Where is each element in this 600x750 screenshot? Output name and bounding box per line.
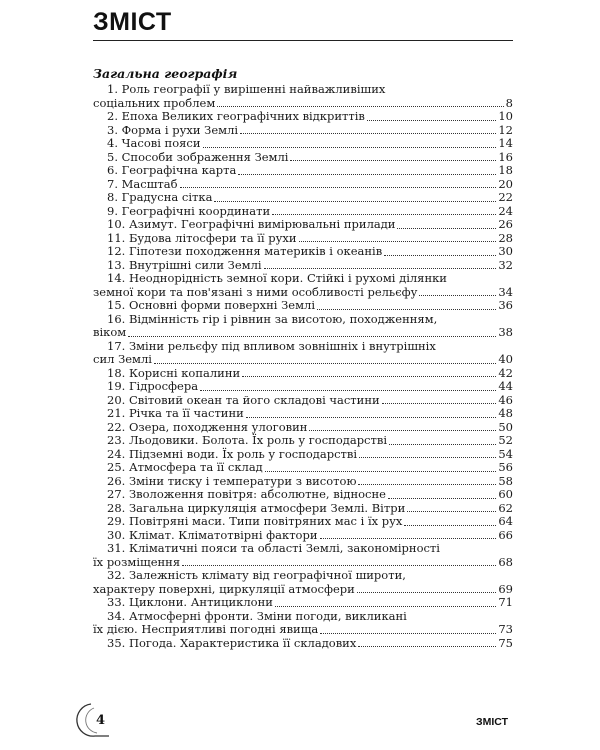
toc-entry-line [93,448,513,462]
toc-leader-dots [404,525,496,526]
toc-page-number: 24 [498,203,513,218]
toc-entry-title: 5. Способи зображення Землі [107,149,289,164]
toc-page-number: 38 [498,325,513,339]
toc-entry-line [93,137,513,151]
toc-leader-dots [203,147,497,148]
toc-leader-dots [265,471,497,472]
toc-leader-dots [317,309,496,310]
toc-entry-title: земної кори та пов'язані з ними особливості рельєфу [93,284,418,299]
toc-leader-dots [264,268,497,269]
page-title: ЗМІСТ [93,8,172,36]
toc-leader-dots [359,457,496,458]
toc-entry-line [93,529,513,543]
toc-entry-line [93,124,513,138]
toc-leader-dots [367,120,496,121]
toc-entry-title: сил Землі [93,352,152,366]
toc-page-number: 10 [498,109,513,123]
toc-page-number: 64 [498,514,513,528]
toc-page-number: 75 [498,635,513,650]
toc-leader-dots [180,187,497,188]
toc-page-number: 30 [498,244,513,258]
toc-page-number: 40 [498,352,513,366]
toc-entry-line [93,218,513,232]
toc-entry-line [93,515,513,529]
title-divider [93,40,513,41]
toc-entry-title: 13. Внутрішні сили Землі [107,257,262,272]
toc-entry-line [93,191,513,205]
toc-page-number: 32 [498,257,513,272]
toc-entry-line [93,232,513,246]
toc-leader-dots [419,295,496,296]
toc-leader-dots [217,106,503,107]
toc-entry-line [93,299,513,313]
toc-entry-line [93,286,513,300]
toc-leader-dots [358,484,496,485]
toc-entry-title: віком [93,325,127,339]
page-corner-arc-icon [75,700,115,740]
toc-leader-dots [357,592,497,593]
toc-entry-line [93,340,513,354]
toc-entry-line [93,205,513,219]
toc-entry-line [93,596,513,610]
toc-entry-title: 12. Гіпотези походження материків і океанів [107,244,383,258]
toc-entry-title: 10. Азимут. Географічні вимірювальні прилади [107,217,396,231]
toc-entry-line [93,272,513,286]
toc-page-number: 12 [498,122,513,137]
toc-entry-line [93,367,513,381]
toc-entry-title: 25. Атмосфера та її склад [107,460,263,474]
footer-section-label: ЗМІСТ [476,716,508,728]
toc-entry-title: їх дією. Несприятливі погодні явища [93,622,319,636]
toc-page-number: 20 [498,176,513,191]
toc-leader-dots [182,565,496,566]
toc-page-number: 26 [498,217,513,231]
toc-leader-dots [275,606,496,607]
toc-entry-title: 19. Гідросфера [107,379,199,393]
toc-entry-line [93,178,513,192]
toc-entry-title: 21. Річка та її частини [107,406,244,420]
toc-page-number: 62 [498,500,513,515]
toc-entry-title: 20. Світовий океан та його складові частини [107,392,380,407]
toc-leader-dots [320,633,496,634]
toc-entry-title: 11. Будова літосфери та її рухи [107,230,297,245]
toc-entry-title: 29. Повітряні маси. Типи повітряних мас і їх рух [107,514,403,528]
toc-entry-line [93,623,513,637]
toc-entry-line [93,407,513,421]
toc-entry-title: соціальних проблем [93,95,216,110]
footer-page-number: 4 [96,713,106,728]
toc-entry-line [93,83,513,97]
table-of-contents [93,83,513,650]
toc-entry-title: 1. Роль географії у вирішенні найважливіших [107,82,386,96]
toc-entry-line [93,434,513,448]
toc-page-number: 16 [498,149,513,164]
toc-entry-title: 2. Епоха Великих географічних відкриттів [107,109,365,123]
toc-leader-dots [299,241,497,242]
toc-page-number: 22 [498,190,513,204]
toc-entry-line [93,151,513,165]
toc-entry-title: характеру поверхні, циркуляції атмосфери [93,581,355,596]
toc-page-number: 18 [498,163,513,177]
toc-entry-line [93,556,513,570]
toc-entry-line [93,110,513,124]
toc-entry-line [93,326,513,340]
toc-leader-dots [358,646,496,647]
toc-entry-line [93,245,513,259]
toc-entry-title: 28. Загальна циркуляція атмосфери Землі. Вітри [107,500,406,515]
toc-entry-title: 3. Форма і рухи Землі [107,122,239,137]
toc-page-number: 14 [498,136,513,150]
toc-entry-title: 9. Географічні координати [107,203,271,218]
toc-page-number: 56 [498,460,513,474]
toc-leader-dots [154,363,496,364]
toc-page-number: 54 [498,446,513,461]
toc-entry-title: 15. Основні форми поверхні Землі [107,298,316,312]
toc-entry-line [93,610,513,624]
toc-page-number: 60 [498,487,513,501]
toc-entry-line [93,353,513,367]
toc-leader-dots [128,336,496,337]
toc-leader-dots [214,201,496,202]
toc-page-number: 42 [498,365,513,380]
toc-entry-title: 22. Озера, походження улоговин [107,419,308,434]
toc-entry-line [93,461,513,475]
toc-entry-line [93,259,513,273]
toc-page-number: 48 [498,406,513,420]
toc-leader-dots [407,511,496,512]
toc-leader-dots [397,228,496,229]
section-heading: Загальна географія [93,66,238,81]
toc-leader-dots [246,417,497,418]
toc-leader-dots [389,444,496,445]
toc-leader-dots [200,390,496,391]
toc-entry-title: 23. Льодовики. Болота. Їх роль у господарстві [107,433,388,447]
toc-entry-title: 7. Масштаб [107,176,178,191]
toc-page-number: 58 [498,473,513,488]
toc-leader-dots [382,403,497,404]
toc-page-number: 69 [498,581,513,596]
toc-page-number: 8 [505,95,513,110]
toc-entry-line [93,97,513,111]
toc-entry-title: 17. Зміни рельєфу під впливом зовнішніх і внутрішніх [107,338,436,353]
toc-entry-title: 14. Неоднорідність земної кори. Стійкі і рухомі ділянки [107,271,447,285]
toc-page-number: 36 [498,298,513,312]
toc-entry-title: 33. Циклони. Антициклони [107,595,273,609]
toc-entry-title: 24. Підземні води. Їх роль у господарстві [107,446,358,461]
toc-entry-line [93,394,513,408]
toc-entry-line [93,164,513,178]
toc-leader-dots [384,255,496,256]
toc-entry-title: 6. Географічна карта [107,163,237,177]
toc-page-number: 68 [498,554,513,569]
toc-leader-dots [240,133,496,134]
toc-entry-line [93,502,513,516]
toc-page-number: 50 [498,419,513,434]
toc-entry-line [93,380,513,394]
toc-entry-title: 30. Клімат. Кліматотвірні фактори [107,527,318,542]
toc-entry-line [93,313,513,327]
toc-leader-dots [388,498,496,499]
toc-entry-title: 26. Зміни тиску і температури з висотою [107,473,357,488]
toc-entry-title: 8. Градусна сітка [107,190,213,204]
toc-leader-dots [238,174,496,175]
toc-page-number: 44 [498,379,513,393]
toc-leader-dots [309,430,496,431]
toc-page-number: 52 [498,433,513,447]
toc-page-number: 46 [498,392,513,407]
toc-leader-dots [290,160,496,161]
toc-entry-title: 34. Атмосферні фронти. Зміни погоди, викликані [107,608,407,623]
toc-entry-title: 16. Відмінність гір і рівнин за висотою, походженням, [107,311,438,326]
toc-leader-dots [242,376,496,377]
toc-entry-line [93,488,513,502]
toc-page-number: 73 [498,622,513,636]
toc-entry-title: 27. Зволоження повітря: абсолютне, відносне [107,487,386,501]
toc-entry-title: 4. Часові пояси [107,136,201,150]
toc-entry-line [93,475,513,489]
toc-entry-line [93,542,513,556]
toc-page-number: 28 [498,230,513,245]
toc-entry-line [93,569,513,583]
toc-entry-line [93,583,513,597]
toc-leader-dots [272,214,496,215]
toc-entry-line [93,637,513,651]
toc-leader-dots [320,538,497,539]
toc-entry-line [93,421,513,435]
toc-page-number: 66 [498,527,513,542]
toc-page-number: 34 [498,284,513,299]
toc-entry-title: 32. Залежність клімату від географічної широти, [107,568,406,582]
toc-page-number: 71 [498,595,513,609]
toc-entry-title: 35. Погода. Характеристика її складових [107,635,357,650]
toc-entry-title: їх розміщення [93,554,181,569]
toc-entry-title: 31. Кліматичні пояси та області Землі, закономірності [107,541,440,555]
toc-entry-title: 18. Корисні копалини [107,365,241,380]
